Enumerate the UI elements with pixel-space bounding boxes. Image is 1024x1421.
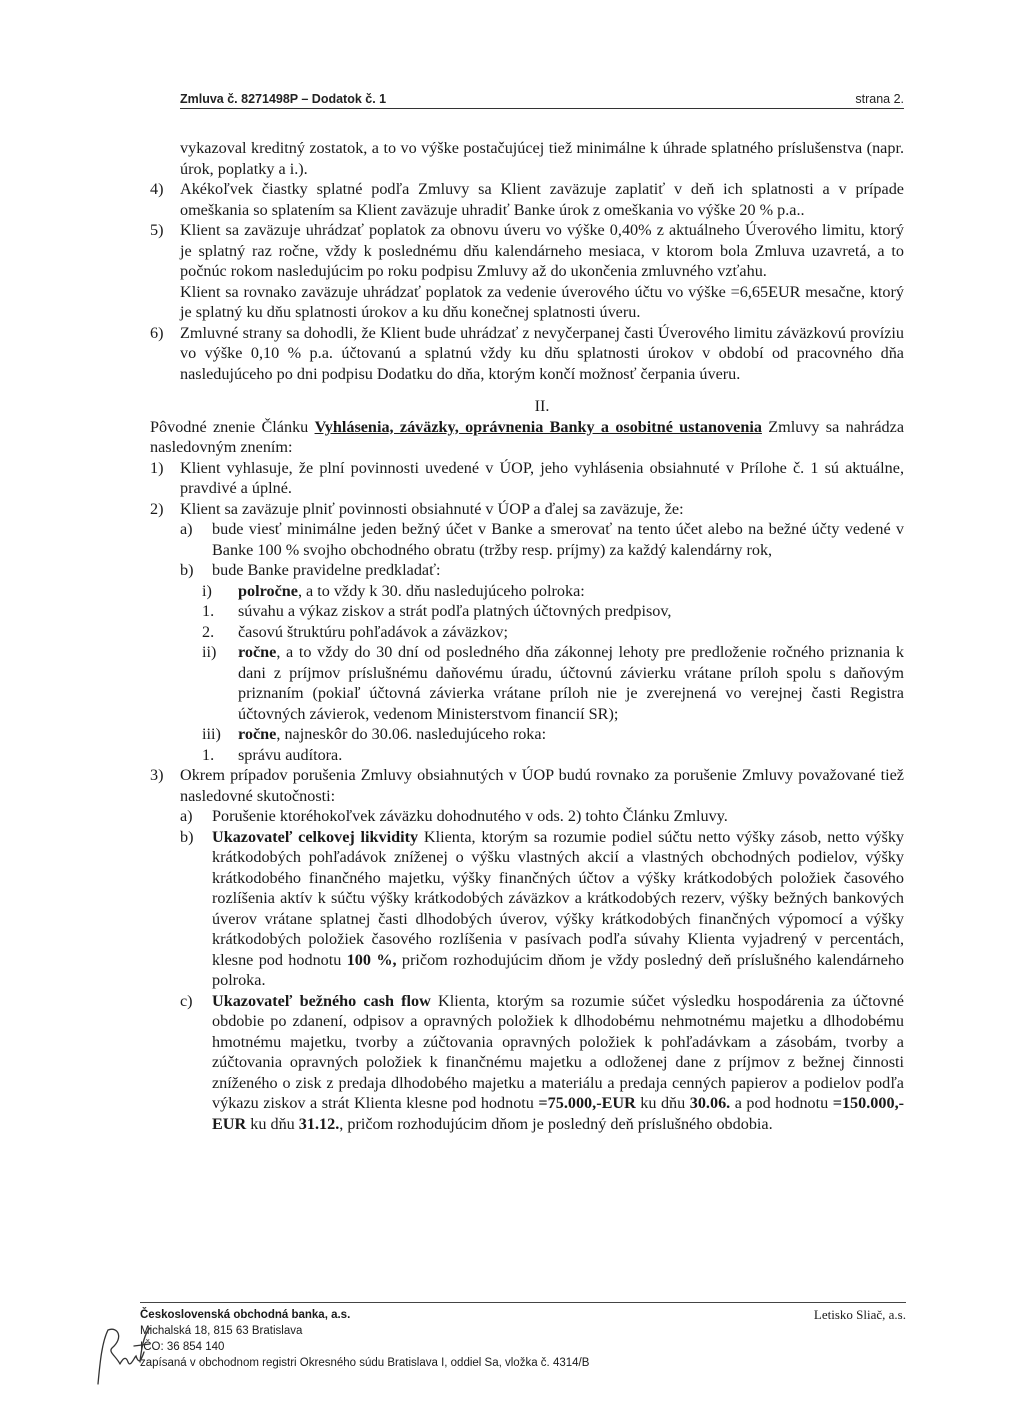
clause-3a	[150, 806, 904, 827]
clause-text: Okrem prípadov porušenia Zmluvy obsiahnutých v ÚOP budú rovnako za porušenie Zmluvy považované tiež nasledovné skutočnosti:	[180, 766, 904, 805]
clause-number: 3)	[150, 766, 164, 784]
threshold-value-1: =75.000,-EUR	[538, 1094, 636, 1112]
clause-2b-i-1	[150, 601, 904, 622]
header-document-id: Zmluva č. 8271498P – Dodatok č. 1	[180, 92, 387, 106]
subclause-text: Klienta, ktorým sa rozumie podiel súčtu netto výšky zásob, netto výšky krátkodobých pohľadávok zníženej o výšku vlastných akcií a vlastných obchodných podielov, výšky krátkodobého finančného majetku, výšky finančných účtov a výšky krátkodobých položiek časového rozlíšenia aktív k súčtu výšky krátkodobých záväzkov a krátkodobých rezerv, výšky bežných bankových úverov vrátane splatnej časti dlhodobých úverov, výšky krátkodobých finančných výpomocí a výšky krátkodobých položiek časového rozlíšenia v pasívach podľa súvahy Klienta vyjadrený v percentách, klesne pod hodnotu	[212, 827, 905, 969]
item-text: správu audítora.	[238, 745, 343, 764]
date-1: 30.06.	[689, 1094, 731, 1112]
handwritten-signature-icon	[90, 1322, 152, 1392]
date-2: 31.12.	[298, 1114, 340, 1133]
bank-register: zapísaná v obchodnom registri Okresného súdu Bratislava I, oddiel Sa, vložka č. 4314/B	[140, 1357, 590, 1369]
section2-clause-3	[150, 765, 904, 806]
clause-number: 2)	[150, 499, 164, 518]
roman-number: iii)	[202, 725, 221, 743]
clause-number: 5)	[150, 221, 164, 239]
subclause-text: Klienta, ktorým sa rozumie súčet výsledku hospodárenia za účtovné obdobie po zdanení, odpisov a opravných položiek k dlhodobému nehmotnému majetku a dlhodobému hmotnému majetku, tvorby a zúčtovania opravných položiek k pohľadávkam a zásobám, tvorby a zúčtovania opravných položiek k finančnému majetku a odloženej dane z príjmov z bežnej činnosti zníženého o zisk z predaja dlhodobého majetku a materiálu a predaja cenných papierov a podielov podľa výkazu ziskov a strát Klienta klesne pod hodnotu	[212, 991, 904, 1112]
clause-6	[150, 323, 904, 385]
subclause-text: ku dňu	[635, 1094, 690, 1112]
clause-2b-iii-1	[150, 745, 904, 766]
subclause-letter: c)	[180, 991, 193, 1010]
subclause-text-end: pričom rozhodujúcim dňom je vždy posledný deň príslušného kalendárneho polroka.	[212, 950, 905, 989]
section-intro	[150, 417, 904, 458]
clause-text: Klient sa zaväzuje plniť povinnosti obsiahnuté v ÚOP a ďalej sa zaväzuje, že:	[180, 499, 684, 518]
client-name: Letisko Sliač, a.s.	[813, 1307, 906, 1322]
item-text: , a to vždy k 30. dňu nasledujúceho polroka:	[297, 581, 585, 600]
clause-text: Klient vyhlasuje, že plní povinnosti uvedené v ÚOP, jeho vyhlásenia obsiahnuté v Prílohe č. 1 sú aktuálne, pravdivé a úplné.	[180, 458, 904, 497]
period-label: polročne	[238, 581, 298, 600]
intro-text-end: Zmluvy sa nahrádza nasledovným znením:	[150, 417, 905, 456]
footer-divider	[140, 1302, 906, 1303]
section2-clause-2	[150, 499, 904, 520]
clause-text: Zmluvné strany sa dohodli, že Klient bude uhrádzať z nevyčerpanej časti Úverového limitu záväzkovú províziu vo výške 0,10 % p.a. účtovanú a splatnú vždy ku dňu splatnosti úrokov v období od pracovného dňa nasledujúceho po dni podpisu Dodatku do dňa, ktorým končí možnosť čerpania úveru.	[180, 323, 904, 383]
period-label: ročne	[238, 643, 277, 661]
item-number: 1.	[202, 745, 215, 764]
clause-2a	[150, 519, 904, 560]
item-text: , a to vždy do 30 dní od posledného dňa zákonnej lehoty pre predloženie ročného priznania k dani z príjmov príslušnému daňovému úradu, účtovnú závierku vrátane príloh spolu s daňovým priznaním (pokiaľ účtovná závierka vrátane príloh nie je zverejnená vo verejnej časti Registra účtovných závierok, vedenom Ministerstvom financií SR);	[238, 643, 904, 723]
clause-text: Akékoľvek čiastky splatné podľa Zmluvy sa Klient zaväzuje zaplatiť v deň ich splatnosti a v prípade omeškania so splatením sa Klient zaväzuje uhradiť Banke úrok z omeškania vo výške 20 % p.a..	[180, 180, 904, 219]
section2-clause-1	[150, 458, 904, 499]
section-heading: II.	[534, 397, 550, 415]
clause-number: 6)	[150, 323, 164, 342]
subclause-text: Porušenie ktoréhokoľvek záväzku dohodnutého v ods. 2) tohto Článku Zmluvy.	[212, 807, 728, 825]
subclause-text: bude Banke pravidelne predkladať:	[212, 561, 441, 579]
continued-paragraph: vykazoval kreditný zostatok, a to vo výške postačujúcej tiež minimálne k úhrade splatného príslušenstva (napr. úrok, poplatky a i.).	[180, 139, 904, 178]
clause-5-continued: Klient sa rovnako zaväzuje uhrádzať poplatok za vedenie úverového účtu vo výške =6,65EUR mesačne, ktorý je splatný ku dňu splatnosti úrokov a ku dňu konečnej splatnosti úveru.	[180, 282, 904, 321]
clause-4	[150, 179, 904, 220]
clause-2b-ii	[150, 642, 904, 724]
clause-number: 4)	[150, 180, 164, 198]
clause-2b-i-2	[150, 622, 904, 643]
page-header	[180, 92, 904, 109]
clause-3c	[150, 991, 904, 1135]
clause-3b	[150, 827, 904, 991]
roman-number: i)	[202, 581, 212, 600]
threshold-value: 100 %,	[346, 950, 397, 969]
subclause-text: ku dňu	[246, 1114, 299, 1133]
clause-2b-i	[150, 581, 904, 602]
item-number: 1.	[202, 602, 215, 620]
period-label: ročne	[238, 725, 277, 743]
clause-number: 1)	[150, 458, 164, 477]
intro-text: Pôvodné znenie Článku	[150, 417, 315, 436]
item-text: , najneskôr do 30.06. nasledujúceho roka:	[276, 725, 547, 743]
subclause-letter: a)	[180, 520, 193, 538]
indicator-name: Ukazovateľ bežného cash flow	[212, 991, 431, 1010]
bank-name: Československá obchodná banka, a.s.	[140, 1309, 351, 1321]
item-number: 2.	[202, 622, 215, 641]
subclause-text: bude viesť minimálne jeden bežný účet v Banke a smerovať na tento účet alebo na bežné účty vedené v Banke 100 % svojho obchodného obratu (tržby resp. príjmy) za každý kalendárny rok,	[212, 520, 904, 559]
subclause-letter: b)	[180, 827, 194, 846]
indicator-name: Ukazovateľ celkovej likvidity	[212, 827, 419, 846]
subclause-letter: a)	[180, 807, 193, 825]
header-page-number: strana 2.	[855, 92, 904, 106]
threshold-value-2: =150.000,-EUR	[212, 1094, 905, 1133]
bank-ico: IČO: 36 854 140	[140, 1341, 225, 1353]
item-text: súvahu a výkaz ziskov a strát podľa platných účtovných predpisov,	[238, 602, 672, 620]
clause-2b	[150, 560, 904, 581]
subclause-text-end: , pričom rozhodujúcim dňom je posledný deň príslušného obdobia.	[339, 1114, 773, 1133]
clause-2b-iii	[150, 724, 904, 745]
clause-5	[150, 220, 904, 282]
page-footer	[140, 1307, 906, 1371]
document-body	[150, 138, 904, 1134]
roman-number: ii)	[202, 643, 217, 661]
subclause-text: a pod hodnotu	[730, 1094, 833, 1112]
item-text: časovú štruktúru pohľadávok a záväzkov;	[238, 622, 508, 641]
bank-address: Michalská 18, 815 63 Bratislava	[140, 1325, 303, 1337]
subclause-letter: b)	[180, 561, 194, 579]
clause-text: Klient sa zaväzuje uhrádzať poplatok za obnovu úveru vo výške 0,40% z aktuálneho Úverového limitu, ktorý je splatný raz ročne, vždy k poslednému dňu kalendárneho mesiaca, v ktorom bola Zmluva uzavretá, a to počnúc rokom nasledujúcim po roku podpisu Zmluvy až do ukončenia zmluvného vzťahu.	[180, 221, 904, 280]
article-title: Vyhlásenia, záväzky, oprávnenia Banky a osobitné ustanovenia	[314, 417, 762, 436]
